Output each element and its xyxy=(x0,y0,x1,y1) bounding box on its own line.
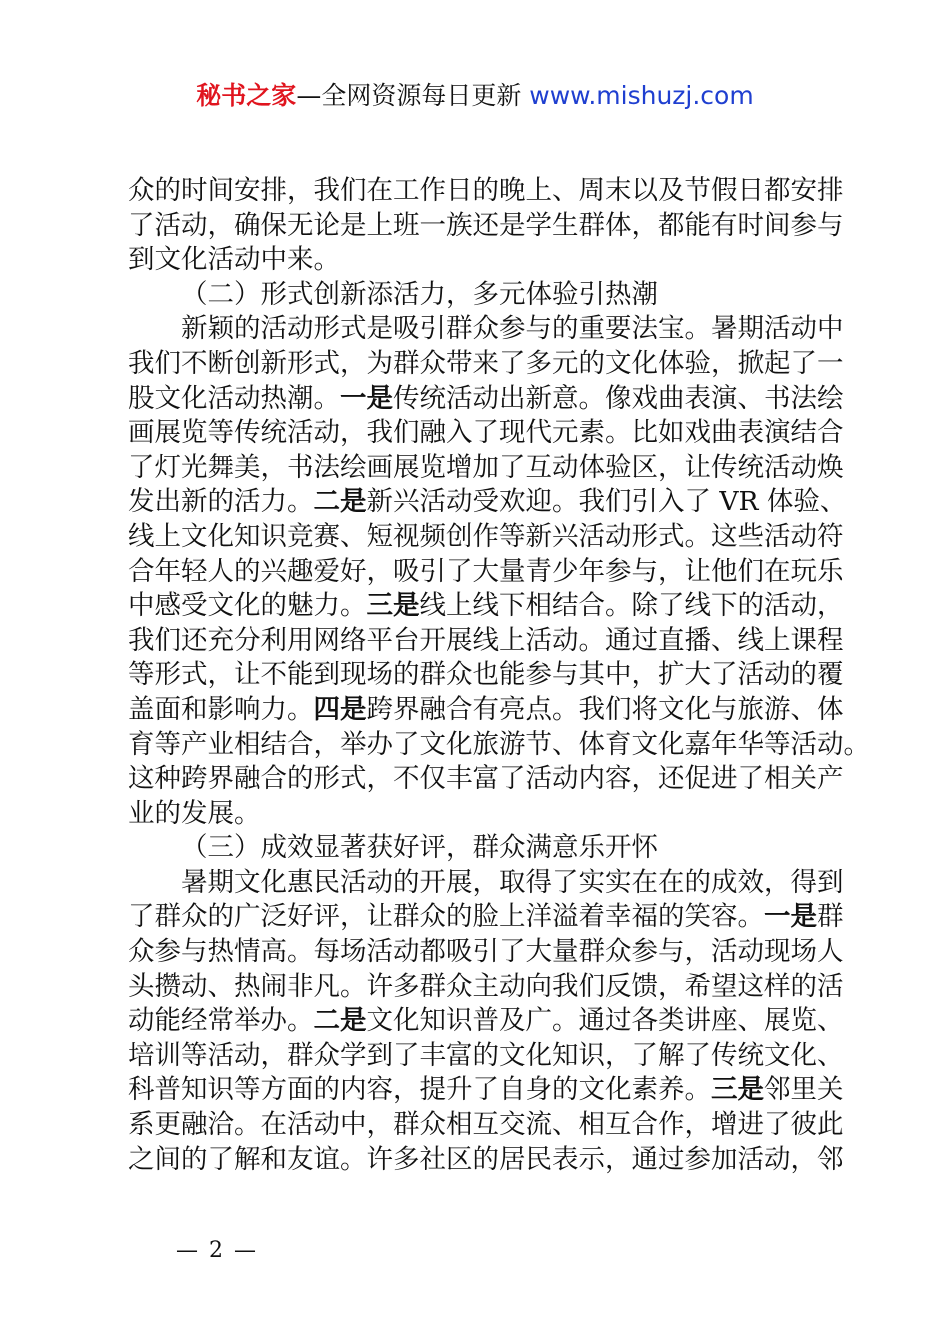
text-line: 众参与热情高。每场活动都吸引了大量群众参与，活动现场人 xyxy=(128,936,844,968)
section-heading-3: （三）成效显著获好评，群众满意乐开怀 xyxy=(181,832,658,864)
text-line: 这种跨界融合的形式，不仅丰富了活动内容，还促进了相关产 xyxy=(128,763,844,795)
text-line: 暑期文化惠民活动的开展，取得了实实在在的成效，得到 xyxy=(181,866,844,898)
text-line: 系更融洽。在活动中，群众相互交流、相互合作，增进了彼此 xyxy=(128,1109,844,1141)
text-line: 业的发展。 xyxy=(128,797,261,829)
document-body xyxy=(128,174,870,1177)
text-run: 群 xyxy=(817,901,844,933)
text-line: 育等产业相结合，举办了文化旅游节、体育文化嘉年华等活动。 xyxy=(128,728,870,760)
text-run: 邻里关 xyxy=(764,1074,844,1106)
bold-marker: 四是 xyxy=(313,693,367,725)
text-run: 跨界融合有亮点。我们将文化与旅游、体 xyxy=(366,693,844,725)
header-url[interactable]: www.mishuzj.com xyxy=(529,81,754,110)
text-line: 合年轻人的兴趣爱好，吸引了大量青少年参与，让他们在玩乐 xyxy=(128,555,844,587)
text-line xyxy=(128,1004,844,1039)
text-line: 了灯光舞美，书法绘画展览增加了互动体验区，让传统活动焕 xyxy=(128,451,844,483)
text-line xyxy=(128,900,844,935)
text-line: 画展览等传统活动，我们融入了现代元素。比如戏曲表演结合 xyxy=(128,417,844,449)
text-run: 中感受文化的魅力。 xyxy=(128,590,367,622)
bold-marker: 一是 xyxy=(340,382,393,414)
text-run: 了群众的广泛好评，让群众的脸上洋溢着幸福的笑容。 xyxy=(128,901,764,933)
text-line: 到文化活动中来。 xyxy=(128,244,340,276)
header-slogan: —全网资源每日更新 xyxy=(296,81,522,110)
text-line xyxy=(128,382,844,417)
bold-marker: 三是 xyxy=(366,590,420,622)
text-run: 发出新的活力。 xyxy=(128,486,314,518)
text-line: 线上文化知识竞赛、短视频创作等新兴活动形式。这些活动符 xyxy=(128,520,844,552)
brand-name: 秘书之家 xyxy=(196,81,297,110)
text-run: 股文化活动热潮。 xyxy=(128,382,340,414)
text-run: 线上线下相结合。除了线下的活动， xyxy=(419,590,844,622)
bold-marker: 二是 xyxy=(313,1005,367,1037)
text-run: 动能经常举办。 xyxy=(128,1005,314,1037)
bold-marker: 三是 xyxy=(711,1074,764,1106)
text-line: 新颖的活动形式是吸引群众参与的重要法宝。暑期活动中 xyxy=(181,313,844,345)
text-line: 头攒动、热闹非凡。许多群众主动向我们反馈，希望这样的活 xyxy=(128,970,844,1002)
text-line: 我们还充分利用网络平台开展线上活动。通过直播、线上课程 xyxy=(128,624,844,656)
text-line: 培训等活动，群众学到了丰富的文化知识，了解了传统文化、 xyxy=(128,1039,844,1071)
page-number: — 2 — xyxy=(176,1238,258,1263)
text-line: 之间的了解和友谊。许多社区的居民表示，通过参加活动，邻 xyxy=(128,1143,844,1175)
text-line: 等形式，让不能到现场的群众也能参与其中，扩大了活动的覆 xyxy=(128,659,844,691)
section-heading-2: （二）形式创新添活力，多元体验引热潮 xyxy=(181,278,658,310)
text-line: 我们不断创新形式，为群众带来了多元的文化体验，掀起了一 xyxy=(128,347,844,379)
bold-marker: 一是 xyxy=(764,901,817,933)
text-run: 文化知识普及广。通过各类讲座、展览、 xyxy=(366,1005,844,1037)
text-line xyxy=(128,693,844,728)
text-line: 了活动，确保无论是上班一族还是学生群体，都能有时间参与 xyxy=(128,209,844,241)
site-header xyxy=(0,78,950,114)
text-run: 科普知识等方面的内容，提升了自身的文化素养。 xyxy=(128,1074,711,1106)
text-run: 盖面和影响力。 xyxy=(128,693,314,725)
bold-marker: 二是 xyxy=(313,486,367,518)
text-run: 新兴活动受欢迎。我们引入了 VR 体验、 xyxy=(366,486,847,518)
text-line xyxy=(128,485,847,520)
text-line xyxy=(128,589,844,624)
text-run: 传统活动出新意。像戏曲表演、书法绘 xyxy=(393,382,844,414)
text-line: 众的时间安排，我们在工作日的晚上、周末以及节假日都安排 xyxy=(128,175,844,206)
text-line xyxy=(128,1073,844,1108)
